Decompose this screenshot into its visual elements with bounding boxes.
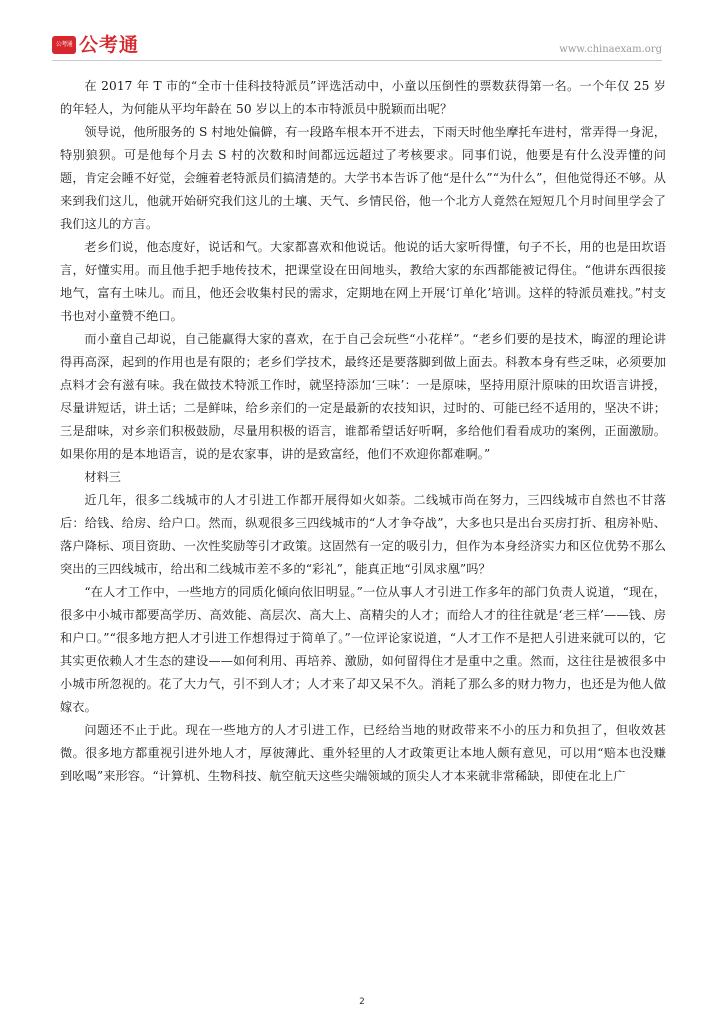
site-url[interactable]: www.chinaexam.org [559,44,662,55]
logo[interactable] [52,34,139,56]
logo-text: 公考通 [79,34,140,56]
paragraph: 而小童自己却说，自己能赢得大家的喜欢，在于自己会玩些“小花样”。“老乡们要的是技术，晦涩的理论讲得再高深，起到的作用也是有限的；老乡们学技术，最终还是要落脚到做上面去。科教本身有些乏味，必须要加点料才会有滋有味。我在做技术特派工作时，就坚持添加‘三味’：一是原味，坚持用原汁原味的田坎语言讲授，尽量讲短话，讲土话；二是鲜味，给乡亲们的一定是最新的农技知识，过时的、可能已经不适用的，坚决不讲；三是甜味，对乡亲们积极鼓励，尽量用积极的语言，谁都希望话好听啊，多给他们看看成功的案例，正面激励。如果你用的是本地语言，说的是农家事，讲的是致富经，他们不欢迎你都难啊。” [60,332,666,461]
page-number: 2 [359,997,365,1007]
paragraph: “在人才工作中，一些地方的同质化倾向依旧明显。”一位从事人才引进工作多年的部门负责人说道，“现在，很多中小城市都要高学历、高效能、高层次、高大上、高精尖的人才；而给人才的往往就是‘老三样’——钱、房和户口。”“很多地方把人才引进工作想得过于简单了。”一位评论家说道，“人才工作不是把人引进来就可以的，它其实更依赖人才生态的建设——如何利用、再培养、激励，如何留得住才是重中之重。然而，这往往是被很多中小城市所忽视的。花了大力气，引不到人才；人才来了却又呆不久。消耗了那么多的财力物力，也还是为他人做嫁衣。 [60,585,666,714]
header-divider [52,60,662,61]
paragraph: 在 2017 年 T 市的“全市十佳科技特派员”评选活动中，小童以压倒性的票数获得第一名。一个年仅 25 岁的年轻人，为何能从平均年龄在 50 岁以上的本市特派员中脱颖而出呢？ [60,79,666,116]
page-header [0,0,724,64]
logo-badge-icon: 公考通 [52,36,76,54]
paragraph: 领导说，他所服务的 S 村地处偏僻，有一段路车根本开不进去，下雨天时他坐摩托车进村，常弄得一身泥，特别狼狈。可是他每个月去 S 村的次数和时间都远远超过了考核要求。同事们说，他要是有什么没弄懂的问题，肯定会睡不好觉，会缠着老特派员们搞清楚的。大学书本告诉了他“是什么”“为什么”，但他觉得还不够。从来到我们这儿，他就开始研究我们这儿的土壤、天气、乡情民俗，他一个北方人竟然在短短几个月时间里学会了我们这儿的方言。 [60,125,667,231]
paragraph: 问题还不止于此。现在一些地方的人才引进工作，已经给当地的财政带来不小的压力和负担了，但收效甚微。很多地方都重视引进外地人才，厚彼薄此、重外轻里的人才政策更让本地人颇有意见，可以用“赔本也没赚到吆喝”来形容。“计算机、生物科技、航空航天这些尖端领域的顶尖人才本来就非常稀缺，即使在北上广 [60,723,666,783]
paragraph: 近几年，很多二线城市的人才引进工作都开展得如火如荼。二线城市尚在努力，三四线城市自然也不甘落后：给钱、给房、给户口。然而，纵观很多三四线城市的“人才争夺战”，大多也只是出台买房打折、租房补贴、落户降标、项目资助、一次性奖励等引才政策。这固然有一定的吸引力，但作为本身经济实力和区位优势不那么突出的三四线城市，给出和二线城市差不多的“彩礼”，能真正地“引凤求凰”吗？ [60,493,666,576]
document-body [60,75,666,788]
paragraph: 老乡们说，他态度好，说话和气。大家都喜欢和他说话。他说的话大家听得懂，句子不长，用的也是田坎语言，好懂实用。而且他手把手地传技术，把课堂设在田间地头，教给大家的东西都能被记得住。“他讲东西很接地气，富有土味儿。而且，他还会收集村民的需求，定期地在网上开展‘订单化’培训。这样的特派员难找。”村支书也对小童赞不绝口。 [60,240,666,323]
section-heading: 材料三 [84,470,121,484]
